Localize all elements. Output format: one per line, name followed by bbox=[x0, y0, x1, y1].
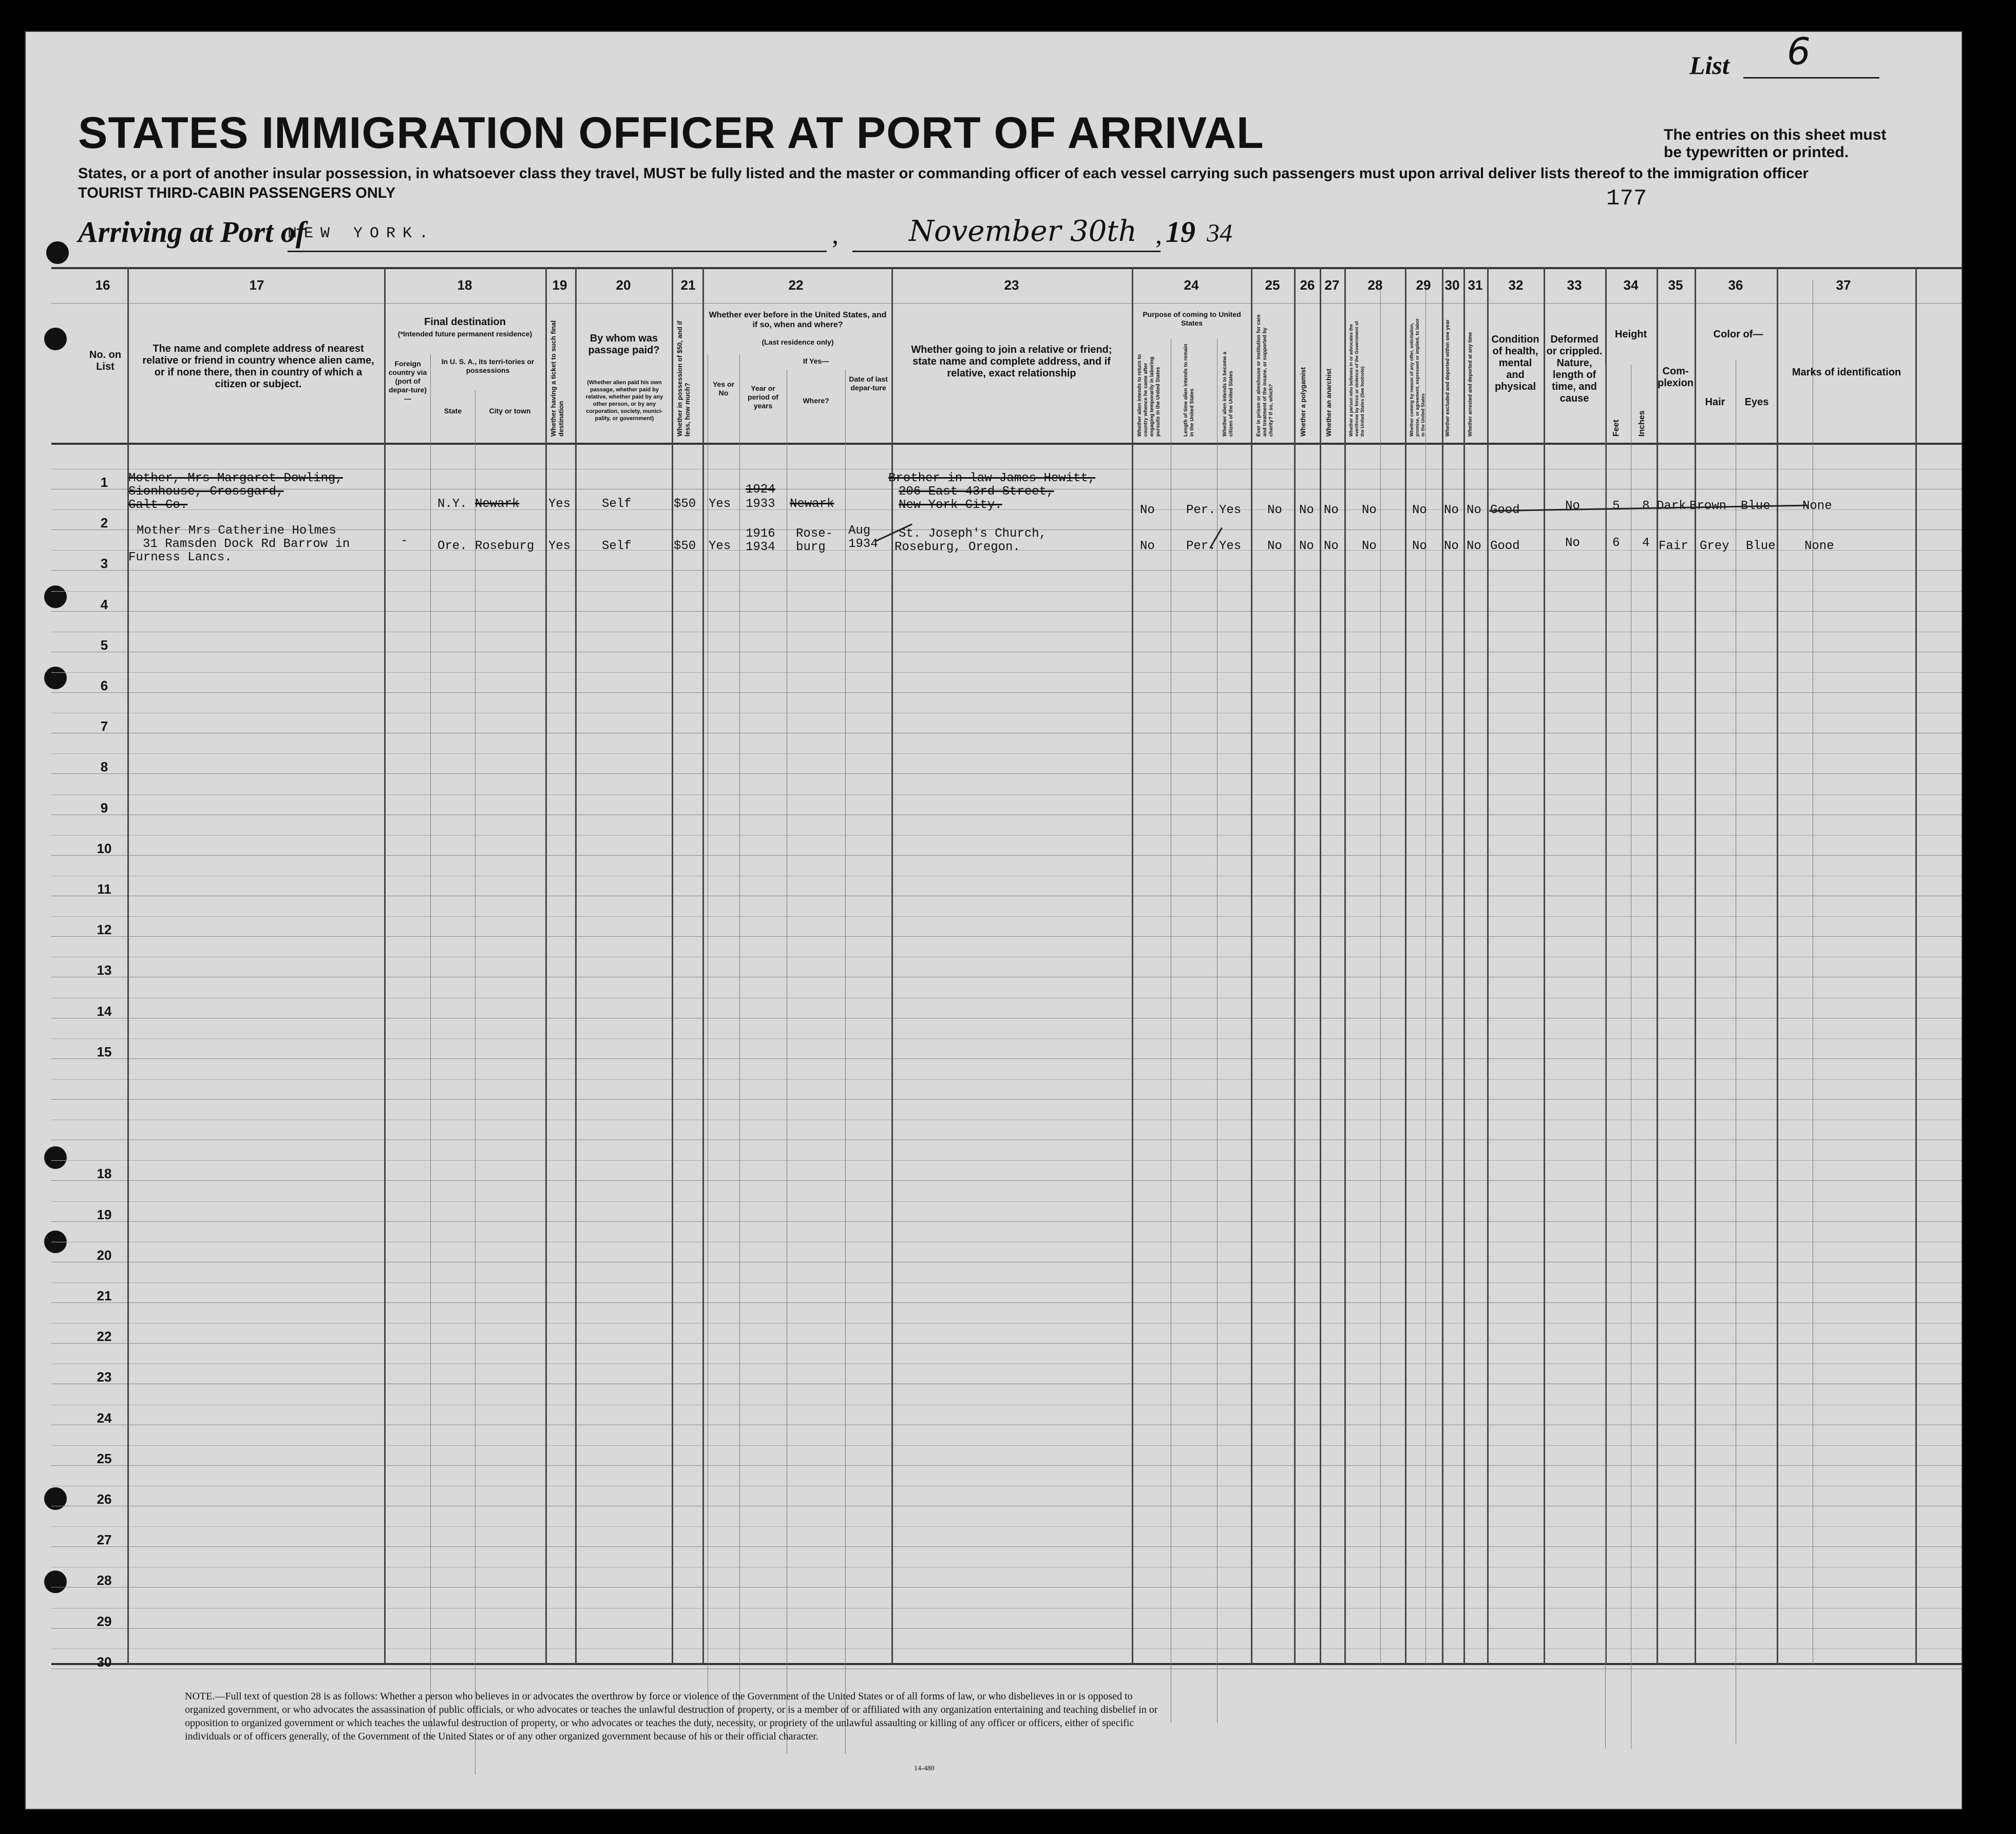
row-line bbox=[51, 1099, 1962, 1100]
row-line bbox=[51, 1343, 1962, 1344]
header-citizen: Whether alien intends to become a citizen of the United States bbox=[1222, 351, 1234, 437]
header-in-usa: In U. S. A., its terri-tories or possessions bbox=[441, 357, 535, 374]
row-number: 8 bbox=[100, 759, 108, 775]
row-number: 14 bbox=[97, 1003, 112, 1019]
col-divider bbox=[1544, 267, 1545, 1664]
entry1-anarchist: No bbox=[1324, 503, 1339, 517]
col-num: 36 bbox=[1728, 277, 1743, 293]
entry1-deported: No bbox=[1467, 503, 1481, 517]
col-num: 37 bbox=[1836, 277, 1851, 293]
entry2-hair: Grey bbox=[1700, 539, 1729, 553]
entry2-health: Good bbox=[1490, 539, 1520, 553]
col-num: 21 bbox=[680, 277, 696, 293]
entry1-marks: None bbox=[1802, 499, 1832, 513]
entry2-year: 1934 bbox=[746, 540, 775, 554]
entry2-deported: No bbox=[1467, 539, 1481, 553]
header-yes-no: Yes or No bbox=[712, 380, 735, 397]
row-half-line bbox=[51, 1160, 1962, 1161]
row-line bbox=[51, 1546, 1962, 1547]
header-overthrow: Whether a person who believes in or advocates the overthrow by force or violence of the Government of the United States (See footnote) bbox=[1348, 321, 1365, 437]
col-divider bbox=[545, 267, 547, 1664]
sub-col-divider bbox=[430, 354, 431, 1738]
col-num: 23 bbox=[1004, 277, 1019, 293]
entry1-relative: Sionhouse, Crossgard, bbox=[128, 485, 284, 499]
entry2-inches: 4 bbox=[1642, 536, 1650, 550]
col-num: 33 bbox=[1567, 277, 1582, 293]
entry2-citizen: Yes bbox=[1219, 539, 1242, 553]
entry1-deformed: No bbox=[1565, 499, 1580, 513]
col-divider bbox=[1132, 267, 1133, 1664]
col-num: 22 bbox=[788, 277, 804, 293]
entry1-inches: 8 bbox=[1642, 499, 1650, 513]
row-number: 24 bbox=[97, 1410, 112, 1426]
header-year: Year or period of years bbox=[748, 384, 778, 410]
row-number: 30 bbox=[97, 1654, 112, 1670]
header-prison: Ever in prison or almshouse or institution for care and treatment of the insane, or supported by charity? If so, which? bbox=[1256, 314, 1274, 437]
row-number: 28 bbox=[97, 1573, 112, 1589]
entry2-relative: Furness Lancs. bbox=[128, 551, 232, 564]
entry1-polygamist: No bbox=[1299, 503, 1314, 517]
header-last-residence: (Last residence only) bbox=[762, 338, 834, 346]
entry2-prison: No bbox=[1267, 539, 1282, 553]
entry1-purpose: No bbox=[1140, 503, 1155, 517]
col-num: 18 bbox=[457, 277, 472, 293]
entry2-departure-date: 1934 bbox=[848, 537, 878, 551]
entry2-where: burg bbox=[796, 540, 826, 554]
entry2-foreign: - bbox=[401, 534, 408, 548]
header-final-destination-note: (*Intended future permanent residence) bbox=[397, 330, 532, 338]
row-number: 25 bbox=[97, 1450, 112, 1466]
header-polygamist: Whether a polygamist bbox=[1299, 367, 1307, 437]
col-num: 30 bbox=[1444, 277, 1460, 293]
entry2-feet: 6 bbox=[1612, 536, 1620, 550]
col-num: 20 bbox=[616, 277, 631, 293]
col-num: 28 bbox=[1367, 277, 1383, 293]
header-if-yes: If Yes— bbox=[803, 357, 829, 365]
col-divider bbox=[1294, 267, 1296, 1664]
col-num: 34 bbox=[1623, 277, 1639, 293]
column-number-rule bbox=[51, 303, 1962, 304]
entry1-hair: Brown bbox=[1689, 499, 1727, 513]
row-line bbox=[51, 1058, 1962, 1059]
row-half-line bbox=[51, 1526, 1962, 1527]
list-label: List bbox=[1689, 51, 1729, 80]
sub-col-divider bbox=[1605, 365, 1606, 1749]
row-half-line bbox=[51, 1445, 1962, 1446]
col-num: 16 bbox=[95, 277, 110, 293]
entry1-excluded: No bbox=[1444, 503, 1459, 517]
page-title: STATES IMMIGRATION OFFICER AT PORT OF ARRIVAL bbox=[78, 108, 1264, 158]
row-half-line bbox=[51, 1079, 1962, 1080]
entry2-excluded: No bbox=[1444, 539, 1459, 553]
port-line bbox=[288, 251, 827, 252]
col-num: 27 bbox=[1324, 277, 1340, 293]
col-divider bbox=[702, 267, 704, 1664]
col-divider bbox=[1442, 267, 1443, 1664]
col-divider bbox=[384, 267, 386, 1664]
row-line bbox=[51, 1465, 1962, 1466]
col-divider bbox=[1487, 267, 1489, 1664]
table-bottom-rule bbox=[51, 1663, 1962, 1665]
arriving-label: Arriving at Port of bbox=[78, 215, 306, 249]
arrival-date: November 30th bbox=[909, 215, 1137, 248]
header-passage-paid-note: (Whether alien paid his own passage, whether paid by relative, whether paid by any other person, or by any corporation, society, munici-pality, or government) bbox=[585, 380, 663, 422]
passenger-class: TOURIST THIRD-CABIN PASSENGERS ONLY bbox=[78, 185, 396, 201]
header-height: Height bbox=[1614, 329, 1647, 340]
header-hair: Hair bbox=[1705, 396, 1725, 408]
row-number: 18 bbox=[97, 1166, 112, 1182]
header-eyes: Eyes bbox=[1744, 396, 1769, 408]
header-deported: Whether arrested and deported at any time bbox=[1468, 332, 1473, 437]
table-top-rule bbox=[51, 267, 1962, 269]
row-number: 6 bbox=[100, 678, 108, 693]
row-half-line bbox=[51, 753, 1962, 754]
row-number: 27 bbox=[97, 1532, 112, 1548]
header-bottom-rule bbox=[51, 443, 1962, 445]
row-number: 13 bbox=[97, 962, 112, 978]
footnote: NOTE.—Full text of question 28 is as follows: Whether a person who believes in or advocates the overthrow by force or violence of the Government of the United States or of all forms of law, or who disbelieves in or is opposed to organized government, or who advocates the assassination of public officials, or who advocates or teaches the unlawful destruction of property, or is a member of or affiliated with any organization entertaining and teaching disbelief in or opposition to organized government or which teaches the unlawful destruction of property, or who advocates or teaches the duty, necessity, or propriety of the unlawful assaulting or killing of any officer or officers, either of specific individuals or of officers generally, of the Government of the United States or of any other organized government because of his or their official character. bbox=[185, 1691, 1158, 1742]
entry2-complexion: Fair bbox=[1659, 539, 1688, 553]
col-divider bbox=[1251, 267, 1252, 1664]
col-num: 26 bbox=[1300, 277, 1315, 293]
row-line bbox=[51, 1180, 1962, 1181]
row-line bbox=[51, 1221, 1962, 1222]
col-divider bbox=[575, 267, 577, 1664]
col-divider bbox=[1695, 267, 1696, 1664]
binder-hole bbox=[44, 1487, 67, 1510]
entry2-relative: Mother Mrs Catherine Holmes bbox=[137, 524, 336, 538]
entry1-money: $50 bbox=[674, 497, 696, 511]
row-half-line bbox=[51, 1608, 1962, 1609]
sub-col-divider bbox=[1217, 339, 1218, 1723]
header-inches: Inches bbox=[1638, 410, 1646, 437]
header-join-relative: Whether going to join a relative or friend; state name and complete address, and if relative, exact relationship bbox=[911, 344, 1112, 379]
entry1-city: Newark bbox=[475, 497, 520, 511]
entry1-join: Brother-in-law James Hewitt, bbox=[888, 471, 1096, 485]
col-divider bbox=[1344, 267, 1346, 1664]
entry1-join: New York City. bbox=[899, 498, 1002, 512]
entry1-overthrow: No bbox=[1362, 503, 1377, 517]
entry1-ticket: Yes bbox=[548, 497, 571, 511]
entry1-relative: Mother, Mrs Margaret Dowling, bbox=[128, 471, 343, 485]
row-number: 7 bbox=[100, 719, 108, 734]
entry2-eyes: Blue bbox=[1746, 539, 1776, 553]
typewritten-instruction: The entries on this sheet must be typewritten or printed. bbox=[1664, 126, 1887, 161]
row-number: 5 bbox=[100, 637, 108, 653]
row-number: 29 bbox=[97, 1613, 112, 1629]
header-where: Where? bbox=[803, 396, 829, 405]
comma: , bbox=[832, 220, 839, 250]
binder-hole bbox=[44, 1571, 67, 1593]
header-feet: Feet bbox=[1612, 420, 1621, 437]
header-deformed: Deformed or crippled. Nature, length of time, and cause bbox=[1546, 334, 1603, 404]
entry1-year: 1933 bbox=[746, 497, 775, 511]
entry2-ticket: Yes bbox=[548, 539, 571, 553]
row-half-line bbox=[51, 835, 1962, 836]
col-divider bbox=[1405, 267, 1406, 1664]
row-number: 20 bbox=[97, 1247, 112, 1263]
entry2-length: Per. bbox=[1186, 539, 1216, 553]
header-state: State bbox=[444, 407, 462, 415]
col-num: 35 bbox=[1668, 277, 1683, 293]
entry2-overthrow: No bbox=[1362, 539, 1377, 553]
row-number: 21 bbox=[97, 1288, 112, 1303]
row-number: 4 bbox=[100, 596, 108, 612]
row-number: 19 bbox=[97, 1206, 112, 1222]
comma: , bbox=[1155, 220, 1162, 250]
entry2-paid-by: Self bbox=[602, 539, 632, 553]
sheet-number: 177 bbox=[1606, 186, 1647, 212]
sub-col-divider bbox=[475, 390, 476, 1774]
entry1-prison: No bbox=[1267, 503, 1282, 517]
entry2-money: $50 bbox=[674, 539, 696, 553]
binder-hole bbox=[44, 667, 67, 689]
col-num: 19 bbox=[552, 277, 567, 293]
col-divider bbox=[1777, 267, 1778, 1664]
year-prefix: 19 bbox=[1166, 215, 1195, 249]
row-number: 15 bbox=[97, 1044, 112, 1060]
entry2-departure-date: Aug bbox=[848, 524, 871, 538]
entry1-year: 1924 bbox=[746, 483, 775, 497]
entry1-health: Good bbox=[1490, 503, 1520, 517]
entry1-join: 206 East 43rd Street, bbox=[899, 485, 1054, 499]
entry2-state: Ore. bbox=[438, 539, 467, 553]
header-nearest-relative: The name and complete address of nearest relative or friend in country whence alien came, or if none there, then in country of which a citizen or subject. bbox=[142, 343, 374, 390]
header-fifty-dollars: Whether in possession of $50, and if less, how much? bbox=[676, 320, 691, 437]
entry1-where: Newark bbox=[790, 497, 834, 511]
header-color: Color of— bbox=[1713, 329, 1763, 340]
entry2-where: Rose- bbox=[796, 527, 833, 541]
row-half-line bbox=[51, 591, 1962, 592]
entry2-before: Yes bbox=[709, 539, 731, 553]
binder-hole bbox=[44, 328, 67, 350]
sub-col-divider bbox=[845, 370, 846, 1754]
row-number: 26 bbox=[97, 1491, 112, 1507]
entry2-polygamist: No bbox=[1299, 539, 1314, 553]
header-purpose-return: Whether alien intends to return to country whence he came after engaging temporarily in laboring pursuits in the United States bbox=[1137, 354, 1161, 437]
row-line bbox=[51, 773, 1962, 774]
col-num: 31 bbox=[1468, 277, 1483, 293]
entry1-relative: Galt Co. bbox=[128, 498, 188, 512]
header-ever-before: Whether ever before in the United States, and if so, when and where? bbox=[709, 311, 887, 329]
binder-hole bbox=[46, 241, 69, 264]
col-num: 29 bbox=[1416, 277, 1431, 293]
row-number: 1 bbox=[100, 475, 108, 490]
entry1-paid-by: Self bbox=[602, 497, 632, 511]
header-complexion: Com-plexion bbox=[1658, 366, 1694, 389]
listing-notice: States, or a port of another insular possession, in whatsoever class they travel, MUST be fully listed and the master or commanding officer of each vessel carrying such passengers must upon arrival deliver lists thereof to the immigration officer bbox=[78, 165, 1809, 182]
entry2-year: 1916 bbox=[746, 527, 775, 541]
entry1-length: Per. bbox=[1186, 503, 1216, 517]
entry1-before: Yes bbox=[709, 497, 731, 511]
header-excluded: Whether excluded and deported within one year bbox=[1445, 319, 1451, 437]
col-divider bbox=[1657, 267, 1658, 1664]
binder-hole bbox=[44, 585, 67, 608]
list-number-line bbox=[1743, 77, 1879, 79]
entry2-join: St. Joseph's Church, bbox=[899, 527, 1047, 541]
entry2-marks: None bbox=[1804, 539, 1834, 553]
row-number: 3 bbox=[100, 556, 108, 572]
row-line bbox=[51, 936, 1962, 937]
row-number: 12 bbox=[97, 922, 112, 938]
col-divider bbox=[1320, 267, 1321, 1664]
list-number: 6 bbox=[1787, 30, 1811, 73]
col-divider bbox=[1915, 267, 1917, 1664]
row-line bbox=[51, 570, 1962, 571]
row-number: 22 bbox=[97, 1329, 112, 1345]
header-city: City or town bbox=[489, 407, 531, 415]
entry2-labor: No bbox=[1412, 539, 1427, 553]
row-number: 2 bbox=[100, 515, 108, 531]
col-num: 25 bbox=[1265, 277, 1280, 293]
row-half-line bbox=[51, 1038, 1962, 1039]
row-line bbox=[51, 692, 1962, 693]
sub-col-divider bbox=[1380, 280, 1381, 1664]
row-line bbox=[51, 855, 1962, 856]
port-name: NEW YORK. bbox=[288, 225, 436, 242]
row-half-line bbox=[51, 1282, 1962, 1283]
form-number: 14-480 bbox=[914, 1765, 935, 1772]
entry1-eyes: Blue bbox=[1741, 499, 1771, 513]
sub-col-divider bbox=[739, 354, 740, 1738]
row-line bbox=[51, 1628, 1962, 1629]
entry1-feet: 5 bbox=[1612, 499, 1620, 513]
header-ticket: Whether having a ticket to such final destination bbox=[549, 320, 565, 437]
entry1-citizen: Yes bbox=[1219, 503, 1242, 517]
header-date-departure: Date of last depar-ture bbox=[849, 375, 888, 392]
entry1-complexion: Dark bbox=[1657, 499, 1686, 513]
sub-col-divider bbox=[1425, 280, 1426, 1664]
year-suffix: 34 bbox=[1207, 218, 1232, 247]
header-labor-offer: Whether coming by reason of any offer, solicitation, promise, or agreement, expressed or implied, to labor in the United States bbox=[1409, 318, 1425, 437]
binder-hole bbox=[44, 1146, 67, 1169]
row-line bbox=[51, 611, 1962, 612]
entry2-anarchist: No bbox=[1324, 539, 1339, 553]
entry2-city: Roseburg bbox=[475, 539, 535, 553]
row-number: 23 bbox=[97, 1369, 112, 1385]
entry1-labor: No bbox=[1412, 503, 1427, 517]
date-line bbox=[852, 251, 1161, 252]
col-num: 24 bbox=[1184, 277, 1199, 293]
header-foreign-country: Foreign country via (port of depar-ture)— bbox=[388, 360, 427, 403]
col-num: 17 bbox=[249, 277, 264, 293]
col-num: 32 bbox=[1508, 277, 1524, 293]
col-divider bbox=[1463, 267, 1465, 1664]
row-number: 10 bbox=[97, 840, 112, 856]
header-health: Condition of health, mental and physical bbox=[1491, 334, 1539, 392]
header-purpose: Purpose of coming to United States bbox=[1143, 310, 1241, 327]
header-identification: Marks of identification bbox=[1792, 367, 1901, 378]
entry2-purpose: No bbox=[1140, 539, 1155, 553]
row-number: 11 bbox=[97, 881, 111, 897]
row-half-line bbox=[51, 1201, 1962, 1202]
manifest-sheet bbox=[25, 31, 1963, 1810]
header-final-destination: Final destination bbox=[424, 316, 506, 328]
row-half-line bbox=[51, 672, 1962, 673]
header-list-number: No. on List bbox=[89, 349, 122, 372]
header-passage-paid: By whom was passage paid? bbox=[588, 333, 660, 356]
entry2-join: Roseburg, Oregon. bbox=[895, 540, 1020, 554]
row-half-line bbox=[51, 916, 1962, 917]
header-length-stay: Length of time alien intends to remain in the United States bbox=[1183, 344, 1195, 437]
entry2-deformed: No bbox=[1565, 536, 1580, 550]
entry2-relative: 31 Ramsden Dock Rd Barrow in bbox=[143, 537, 350, 551]
row-number: 9 bbox=[100, 800, 108, 816]
entry1-state: N.Y. bbox=[438, 497, 467, 511]
row-line bbox=[51, 1302, 1962, 1303]
header-anarchist: Whether an anarchist bbox=[1325, 368, 1333, 437]
col-divider bbox=[672, 267, 673, 1664]
